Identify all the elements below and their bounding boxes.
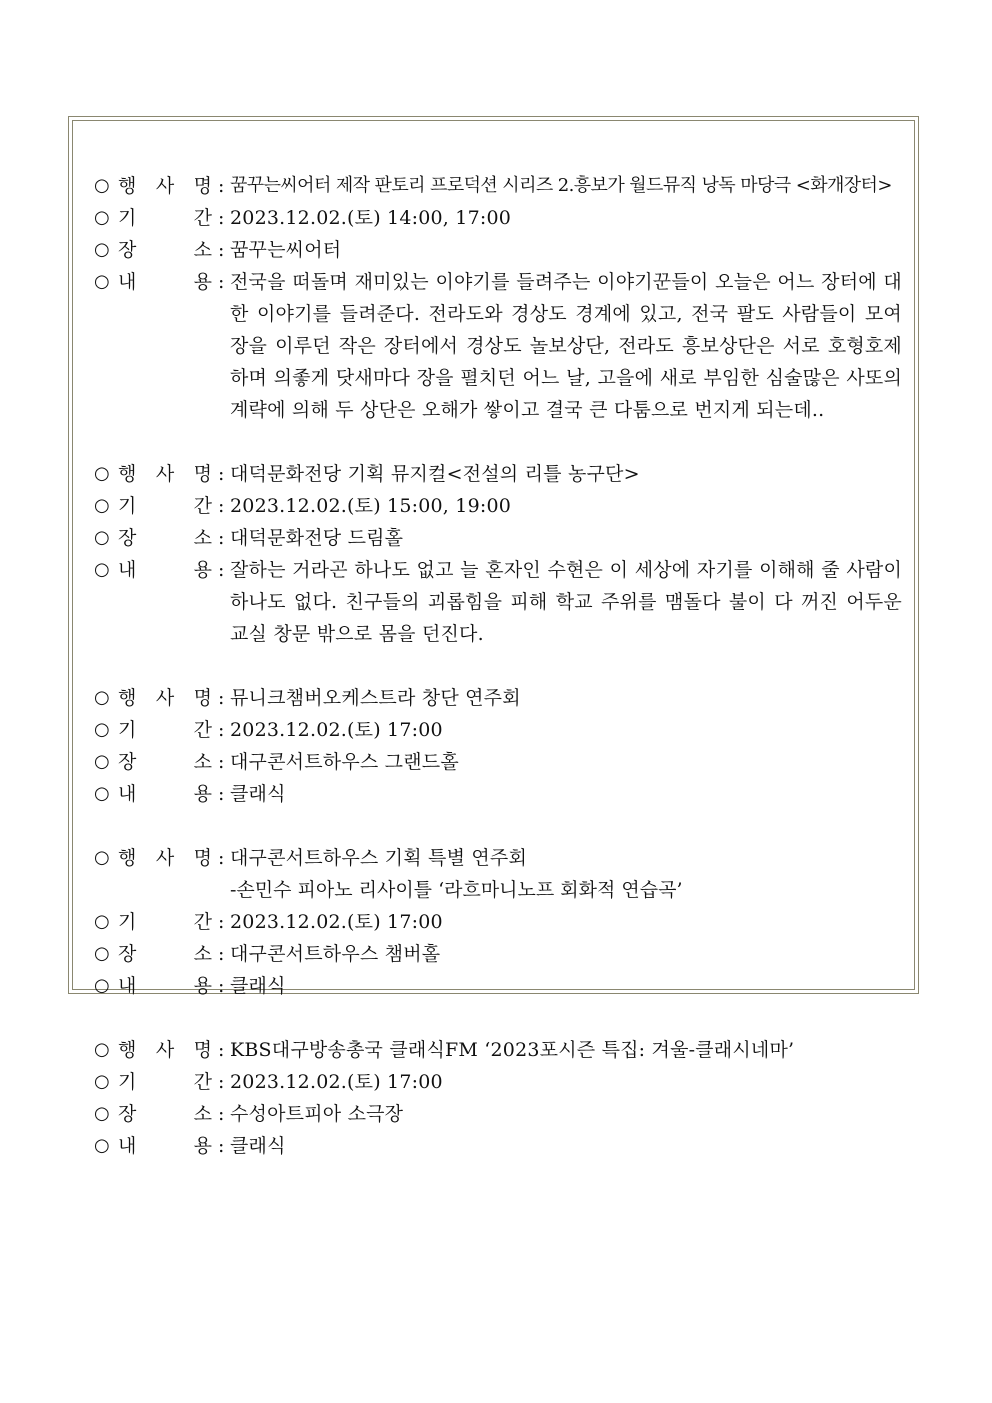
bullet-icon: ○ xyxy=(94,687,110,708)
bullet-icon: ○ xyxy=(94,239,110,260)
event-content-row xyxy=(94,778,902,810)
colon: : xyxy=(218,847,225,869)
bullet-icon: ○ xyxy=(94,975,110,996)
event-item-4 xyxy=(94,842,902,1002)
colon: : xyxy=(218,943,225,965)
bullet-icon: ○ xyxy=(94,1071,110,1092)
bullet-icon: ○ xyxy=(94,1039,110,1060)
event-content-value: 잘하는 거라곤 하나도 없고 늘 혼자인 수현은 이 세상에 자기를 이해해 줄 사람이 하나도 없다. 친구들의 괴롭힘을 피해 학교 주위를 맴돌다 불이 다 꺼진 어두운 교실 창문 밖으로 몸을 던진다. xyxy=(230,559,902,645)
event-content-row xyxy=(94,970,902,1002)
bullet-icon: ○ xyxy=(94,847,110,868)
event-content-label: 내 용 xyxy=(118,559,212,581)
event-place-label: 장 소 xyxy=(118,239,212,261)
bullet-icon: ○ xyxy=(94,719,110,740)
event-place-row xyxy=(94,746,902,778)
bullet-icon: ○ xyxy=(94,1103,110,1124)
colon: : xyxy=(218,1039,225,1061)
bullet-icon: ○ xyxy=(94,207,110,228)
event-place-row xyxy=(94,522,902,554)
event-period-value: 2023.12.02.(토) 17:00 xyxy=(230,1071,443,1093)
event-name-value: 대덕문화전당 기획 뮤지컬<전설의 리틀 농구단> xyxy=(230,463,640,485)
bullet-icon: ○ xyxy=(94,943,110,964)
event-item-3 xyxy=(94,682,902,810)
event-place-value: 수성아트피아 소극장 xyxy=(230,1103,404,1125)
colon: : xyxy=(218,911,225,933)
colon: : xyxy=(218,751,225,773)
bullet-icon: ○ xyxy=(94,751,110,772)
bullet-icon: ○ xyxy=(94,271,110,292)
event-content-value: 클래식 xyxy=(230,783,286,805)
event-period-label: 기 간 xyxy=(118,495,212,517)
colon: : xyxy=(218,1103,225,1125)
event-content-value: 클래식 xyxy=(230,975,286,997)
event-period-label: 기 간 xyxy=(118,911,212,933)
event-name-value: 대구콘서트하우스 기획 특별 연주회 xyxy=(230,847,528,869)
colon: : xyxy=(218,207,225,229)
event-period-row xyxy=(94,906,902,938)
event-name-label: 행 사 명 xyxy=(118,175,212,197)
colon: : xyxy=(218,719,225,741)
bullet-icon: ○ xyxy=(94,527,110,548)
event-period-row xyxy=(94,490,902,522)
event-period-value: 2023.12.02.(토) 14:00, 17:00 xyxy=(230,207,512,229)
colon: : xyxy=(218,271,225,293)
colon: : xyxy=(218,239,225,261)
event-period-value: 2023.12.02.(토) 15:00, 19:00 xyxy=(230,495,512,517)
event-content-label: 내 용 xyxy=(118,975,212,997)
bullet-icon: ○ xyxy=(94,463,110,484)
event-name-row xyxy=(94,458,902,490)
bullet-icon: ○ xyxy=(94,175,110,196)
event-place-label: 장 소 xyxy=(118,943,212,965)
event-place-row xyxy=(94,1098,902,1130)
bullet-icon: ○ xyxy=(94,1135,110,1156)
event-name-row xyxy=(94,682,902,714)
event-place-value: 대구콘서트하우스 그랜드홀 xyxy=(230,751,459,773)
event-name-row xyxy=(94,170,902,202)
event-period-row xyxy=(94,202,902,234)
event-place-label: 장 소 xyxy=(118,1103,212,1125)
event-name-row xyxy=(94,842,902,874)
event-place-label: 장 소 xyxy=(118,751,212,773)
colon: : xyxy=(218,975,225,997)
event-name-label: 행 사 명 xyxy=(118,463,212,485)
event-name-row xyxy=(94,1034,902,1066)
event-period-row xyxy=(94,714,902,746)
event-place-label: 장 소 xyxy=(118,527,212,549)
event-name-subtitle: -손민수 피아노 리사이틀 ‘라흐마니노프 회화적 연습곡’ xyxy=(230,879,683,901)
bullet-icon: ○ xyxy=(94,495,110,516)
colon: : xyxy=(218,1071,225,1093)
event-content-row xyxy=(94,266,902,426)
event-content-row xyxy=(94,554,902,650)
colon: : xyxy=(218,687,225,709)
event-place-value: 대구콘서트하우스 챔버홀 xyxy=(230,943,441,965)
bullet-icon: ○ xyxy=(94,559,110,580)
event-period-row xyxy=(94,1066,902,1098)
colon: : xyxy=(218,175,225,197)
event-item-1 xyxy=(94,170,902,426)
event-content-value: 전국을 떠돌며 재미있는 이야기를 들려주는 이야기꾼들이 오늘은 어느 장터에 대한 이야기를 들려준다. 전라도와 경상도 경계에 있고, 전국 팔도 사람들이 모여 장을 이루던 작은 장터에서 경상도 놀보상단, 전라도 흥보상단은 서로 호형호제하며 의좋게 닷새마다 장을 펼치던 어느 날, 고을에 새로 부임한 심술많은 사또의 계략에 의해 두 상단은 오해가 쌓이고 결국 큰 다툼으로 번지게 되는데.. xyxy=(230,271,902,421)
event-period-value: 2023.12.02.(토) 17:00 xyxy=(230,719,443,741)
event-content-value: 클래식 xyxy=(230,1135,286,1157)
event-place-value: 대덕문화전당 드림홀 xyxy=(230,527,404,549)
event-period-label: 기 간 xyxy=(118,719,212,741)
event-place-value: 꿈꾸는씨어터 xyxy=(230,239,342,261)
event-name-label: 행 사 명 xyxy=(118,687,212,709)
event-name-label: 행 사 명 xyxy=(118,847,212,869)
event-place-row xyxy=(94,938,902,970)
event-name-label: 행 사 명 xyxy=(118,1039,212,1061)
event-name-value: KBS대구방송총국 클래식FM ‘2023포시즌 특집: 겨울-클래시네마’ xyxy=(230,1039,795,1061)
event-period-value: 2023.12.02.(토) 17:00 xyxy=(230,911,443,933)
event-place-row xyxy=(94,234,902,266)
colon: : xyxy=(218,495,225,517)
event-name-value: 뮤니크챔버오케스트라 창단 연주회 xyxy=(230,687,521,709)
event-list xyxy=(94,170,902,1194)
colon: : xyxy=(218,783,225,805)
event-content-label: 내 용 xyxy=(118,271,212,293)
bullet-icon: ○ xyxy=(94,911,110,932)
colon: : xyxy=(218,527,225,549)
event-period-label: 기 간 xyxy=(118,1071,212,1093)
colon: : xyxy=(218,559,225,581)
colon: : xyxy=(218,1135,225,1157)
event-content-label: 내 용 xyxy=(118,783,212,805)
event-content-label: 내 용 xyxy=(118,1135,212,1157)
colon: : xyxy=(218,463,225,485)
event-item-2 xyxy=(94,458,902,650)
event-item-5 xyxy=(94,1034,902,1162)
bullet-icon: ○ xyxy=(94,783,110,804)
event-name-value: 꿈꾸는씨어터 제작 판토리 프로덕션 시리즈 2.흥보가 월드뮤직 낭독 마당극 <화개장터> xyxy=(230,175,892,196)
event-period-label: 기 간 xyxy=(118,207,212,229)
event-content-row xyxy=(94,1130,902,1162)
